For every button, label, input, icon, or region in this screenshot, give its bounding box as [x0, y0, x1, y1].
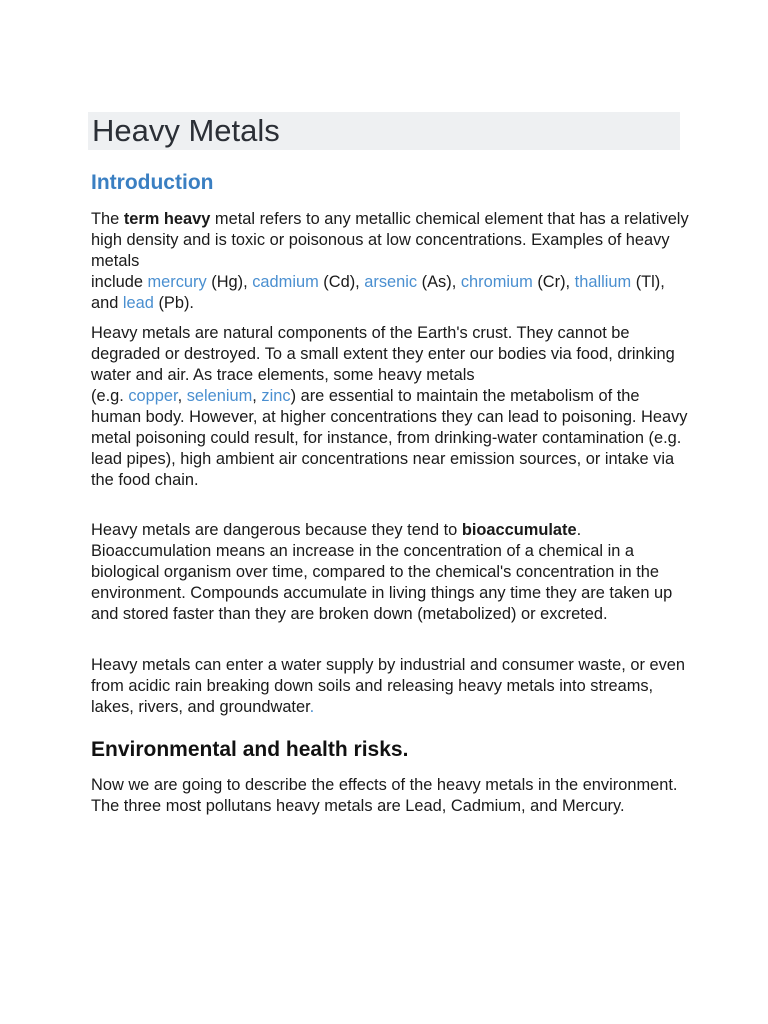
link-thallium[interactable]: thallium	[574, 273, 632, 291]
intro-paragraph-4	[91, 655, 691, 718]
introduction-heading: Introduction	[91, 171, 214, 194]
text: metal refers to any metallic chemical element that has a relatively high density and is toxic or poisonous at low concentrations. Examples of heavy metals	[91, 210, 689, 270]
text: (Cd),	[318, 273, 365, 291]
text: ,	[252, 387, 262, 405]
text: (e.g.	[91, 387, 129, 405]
link-selenium[interactable]: selenium	[186, 387, 253, 405]
link-copper[interactable]: copper	[128, 387, 178, 405]
text: ,	[177, 387, 187, 405]
link-arsenic[interactable]: arsenic	[364, 273, 418, 291]
intro-paragraph-2	[91, 323, 691, 491]
link-zinc[interactable]: zinc	[261, 387, 291, 405]
intro-paragraph-1	[91, 209, 691, 314]
trailing-period: .	[309, 698, 315, 716]
text: include	[91, 273, 148, 291]
text: (Tl), and	[91, 273, 665, 312]
text: (Pb).	[153, 294, 194, 312]
environment-paragraph: Now we are going to describe the effects of the heavy metals in the environment. The three most pollutans heavy metals are Lead, Cadmium, and Mercury.	[91, 776, 678, 815]
link-cadmium[interactable]: cadmium	[252, 273, 319, 291]
bioaccumulate-bold: bioaccumulate	[461, 521, 577, 539]
text: ) are essential to maintain the metabolism of the human body. However, at higher concentrations they can lead to poisoning. Heavy metal poisoning could result, for instance, from drinking-water contamination (e.g. lead pipes), high ambient air concentrations near emission sources, or intake via the food chain.	[91, 387, 688, 489]
text: (Hg),	[206, 273, 253, 291]
link-mercury[interactable]: mercury	[147, 273, 207, 291]
text: . Bioaccumulation means an increase in the concentration of a chemical in a biological organism over time, compared to the chemical's concentration in the environment. Compounds accumulate in living things any time they are taken up and stored faster than they are broken down (metabolized) or excreted.	[91, 521, 673, 623]
text: The	[91, 210, 124, 228]
link-chromium[interactable]: chromium	[460, 273, 533, 291]
environmental-risks-heading: Environmental and health risks.	[91, 738, 409, 761]
intro-paragraph-3	[91, 520, 691, 625]
text: Heavy metals are natural components of the Earth's crust. They cannot be degraded or destroyed. To a small extent they enter our bodies via food, drinking water and air. As trace elements, some heavy metals	[91, 324, 675, 384]
page-title: Heavy Metals	[92, 113, 280, 148]
text: (As),	[417, 273, 461, 291]
text: Heavy metals can enter a water supply by industrial and consumer waste, or even from acidic rain breaking down soils and releasing heavy metals into streams, lakes, rivers, and groundwater	[91, 656, 686, 716]
term-heavy-bold: term heavy	[123, 210, 211, 228]
text: (Cr),	[532, 273, 575, 291]
text: Heavy metals are dangerous because they tend to	[91, 521, 462, 539]
link-lead[interactable]: lead	[122, 294, 154, 312]
